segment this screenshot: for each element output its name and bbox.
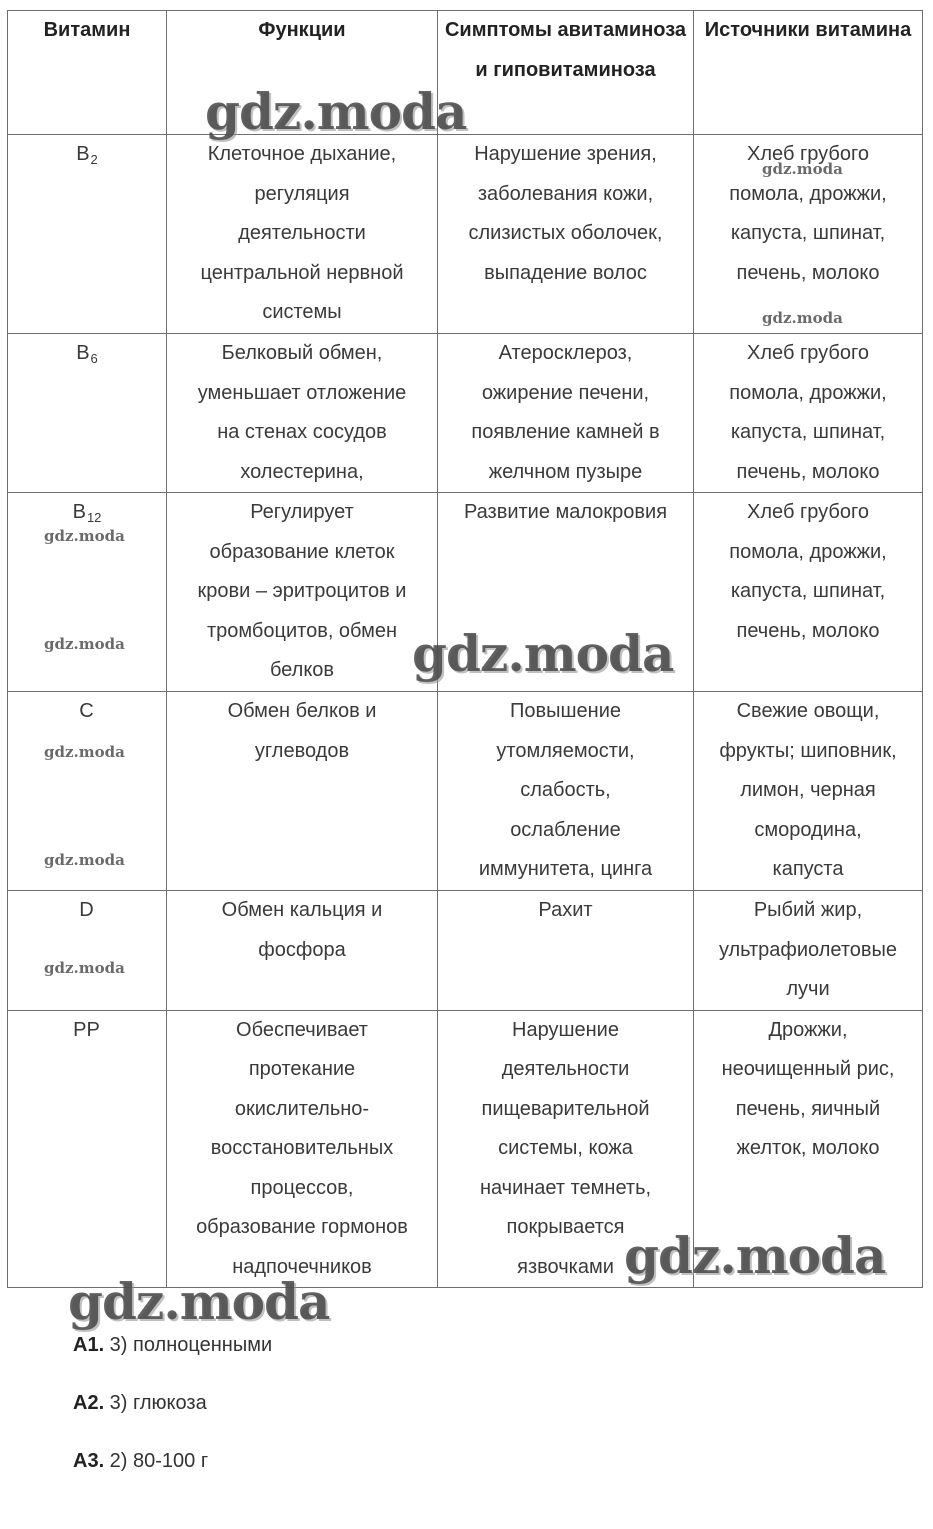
- answer-item: [73, 1388, 272, 1418]
- watermark-logo: gdz.moda: [44, 959, 125, 977]
- symptoms-cell: Развитие малокровия: [438, 493, 694, 692]
- watermark-logo: gdz.moda: [762, 309, 843, 327]
- answer-label: А1.: [73, 1334, 105, 1356]
- header-functions: Функции: [167, 11, 438, 135]
- functions-cell: Регулирует образование клеток крови – эритроцитов и тромбоцитов, обмен белков: [167, 493, 438, 692]
- answer-item: [73, 1330, 272, 1360]
- watermark-logo: gdz.moda: [44, 635, 125, 653]
- vitamin-cell: D: [8, 891, 167, 1011]
- answers-list: [73, 1330, 272, 1504]
- header-vitamin: Витамин: [8, 11, 167, 135]
- symptoms-cell: Нарушение зрения, заболевания кожи, слизистых оболочек, выпадение волос: [438, 135, 694, 334]
- functions-cell: Обмен белков и углеводов: [167, 692, 438, 891]
- answer-label: А2.: [73, 1392, 105, 1414]
- vitamin-cell: C: [8, 692, 167, 891]
- symptoms-cell: Рахит: [438, 891, 694, 1011]
- header-symptoms: Симптомы авитаминоза и гиповитаминоза: [438, 11, 694, 135]
- symptoms-cell: Атеросклероз, ожирение печени, появление камней в желчном пузыре: [438, 334, 694, 493]
- sources-cell: Хлеб грубого помола, дрожжи, капуста, шпинат, печень, молоко: [694, 493, 923, 692]
- watermark-logo: gdz.moda: [412, 624, 674, 683]
- answer-label: А3.: [73, 1450, 105, 1472]
- sources-cell: Дрожжи, неочищенный рис, печень, яичный желток, молоко: [694, 1010, 923, 1288]
- functions-cell: Обеспечивает протекание окислительно- восстановительных процессов, образование гормонов надпочечников: [167, 1010, 438, 1288]
- table-row: [8, 692, 923, 891]
- functions-cell: Белковый обмен, уменьшает отложение на стенах сосудов холестерина,: [167, 334, 438, 493]
- answer-text: 2) 80-100 г: [104, 1450, 209, 1472]
- answer-text: 3) полноценными: [104, 1334, 273, 1356]
- sources-cell: Свежие овощи, фрукты; шиповник, лимон, черная смородина, капуста: [694, 692, 923, 891]
- functions-cell: Клеточное дыхание, регуляция деятельности центральной нервной системы: [167, 135, 438, 334]
- watermark-logo: gdz.moda: [44, 743, 125, 761]
- symptoms-cell: Повышение утомляемости, слабость, ослабление иммунитета, цинга: [438, 692, 694, 891]
- watermark-logo: gdz.moda: [762, 160, 843, 178]
- functions-cell: Обмен кальция и фосфора: [167, 891, 438, 1011]
- vitamin-cell: $B_2$: [8, 135, 167, 334]
- table-row: [8, 334, 923, 493]
- watermark-logo: gdz.moda: [44, 527, 125, 545]
- watermark-logo: gdz.moda: [44, 851, 125, 869]
- vitamins-table: [7, 10, 923, 1288]
- answer-item: [73, 1446, 272, 1476]
- table-row: [8, 493, 923, 692]
- answer-text: 3) глюкоза: [104, 1392, 207, 1414]
- vitamin-cell: $B_{12}$: [8, 493, 167, 692]
- symptoms-cell: Нарушение деятельности пищеварительной системы, кожа начинает темнеть, покрывается язвочками: [438, 1010, 694, 1288]
- table-header-row: [8, 11, 923, 135]
- watermark-logo: gdz.moda: [205, 82, 467, 141]
- header-sources: Источники витамина: [694, 11, 923, 135]
- watermark-logo: gdz.moda: [624, 1226, 886, 1285]
- table-row: [8, 1010, 923, 1288]
- table-row: [8, 135, 923, 334]
- sources-cell: Хлеб грубого помола, дрожжи, капуста, шпинат, печень, молоко: [694, 334, 923, 493]
- sources-cell: Хлеб грубого помола, дрожжи, капуста, шпинат, печень, молоко: [694, 135, 923, 334]
- table-row: [8, 891, 923, 1011]
- watermark-logo: gdz.moda: [68, 1272, 330, 1331]
- vitamin-cell: $B_6$: [8, 334, 167, 493]
- sources-cell: Рыбий жир, ультрафиолетовые лучи: [694, 891, 923, 1011]
- vitamin-cell: PP: [8, 1010, 167, 1288]
